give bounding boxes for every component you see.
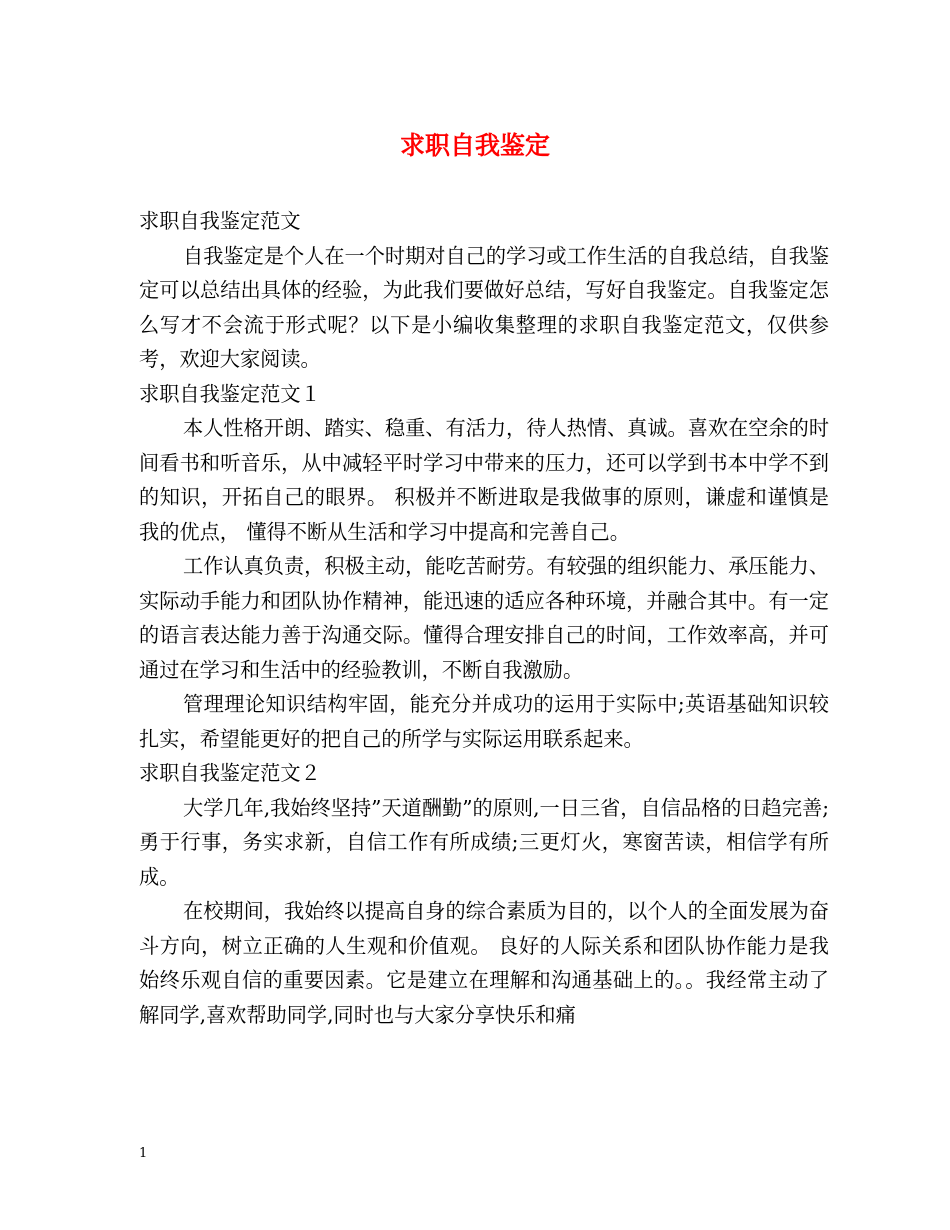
- paragraph-sample-1-b: 工作认真负责，积极主动，能吃苦耐劳。有较强的组织能力、承压能力、实际动手能力和团队协作精神，能迅速的适应各种环境，并融合其中。有一定的语言表达能力善于沟通交际。懂得合理安排自己的时间，工作效率高，并可通过在学习和生活中的经验教训，不断自我激励。: [139, 554, 830, 682]
- page-number: 1: [139, 1146, 148, 1161]
- document-title: 求职自我鉴定: [399, 131, 550, 160]
- paragraph-sample-1-a: 本人性格开朗、踏实、稳重、有活力，待人热情、真诚。喜欢在空余的时间看书和听音乐，从中减轻平时学习中带来的压力，还可以学到书本中学不到的知识，开拓自己的眼界。 积极并不断进取是我做事的原则，谦虚和谨慎是我的优点， 懂得不断从生活和学习中提高和完善自己。: [139, 416, 830, 544]
- section-heading-intro: 求职自我鉴定范文: [139, 209, 301, 233]
- paragraph-sample-1-c: 管理理论知识结构牢固，能充分并成功的运用于实际中;英语基础知识较扎实，希望能更好的把自己的所学与实际运用联系起来。: [139, 692, 829, 751]
- section-heading-sample-1: 求职自我鉴定范文１: [139, 381, 321, 406]
- section-heading-sample-2: 求职自我鉴定范文２: [139, 761, 321, 785]
- document-body: [139, 204, 829, 1032]
- paragraph-sample-2-a: 大学几年,我始终坚持”天道酬勤”的原则,一日三省，自信品格的日趋完善;勇于行事，务实求新，自信工作有所成绩;三更灯火，寒窗苦读，相信学有所成。: [139, 795, 829, 889]
- paragraph-sample-2-b: 在校期间，我始终以提高自身的综合素质为目的，以个人的全面发展为奋斗方向，树立正确的人生观和价值观。 良好的人际关系和团队协作能力是我始终乐观自信的重要因素。它是建立在理解和沟通基础上的。。我经常主动了解同学,喜欢帮助同学,同时也与大家分享快乐和痛: [139, 899, 830, 1027]
- paragraph-intro: 自我鉴定是个人在一个时期对自己的学习或工作生活的自我总结，自我鉴定可以总结出具体的经验，为此我们要做好总结，写好自我鉴定。自我鉴定怎么写才不会流于形式呢？以下是小编收集整理的求职自我鉴定范文，仅供参考，欢迎大家阅读。: [139, 243, 830, 371]
